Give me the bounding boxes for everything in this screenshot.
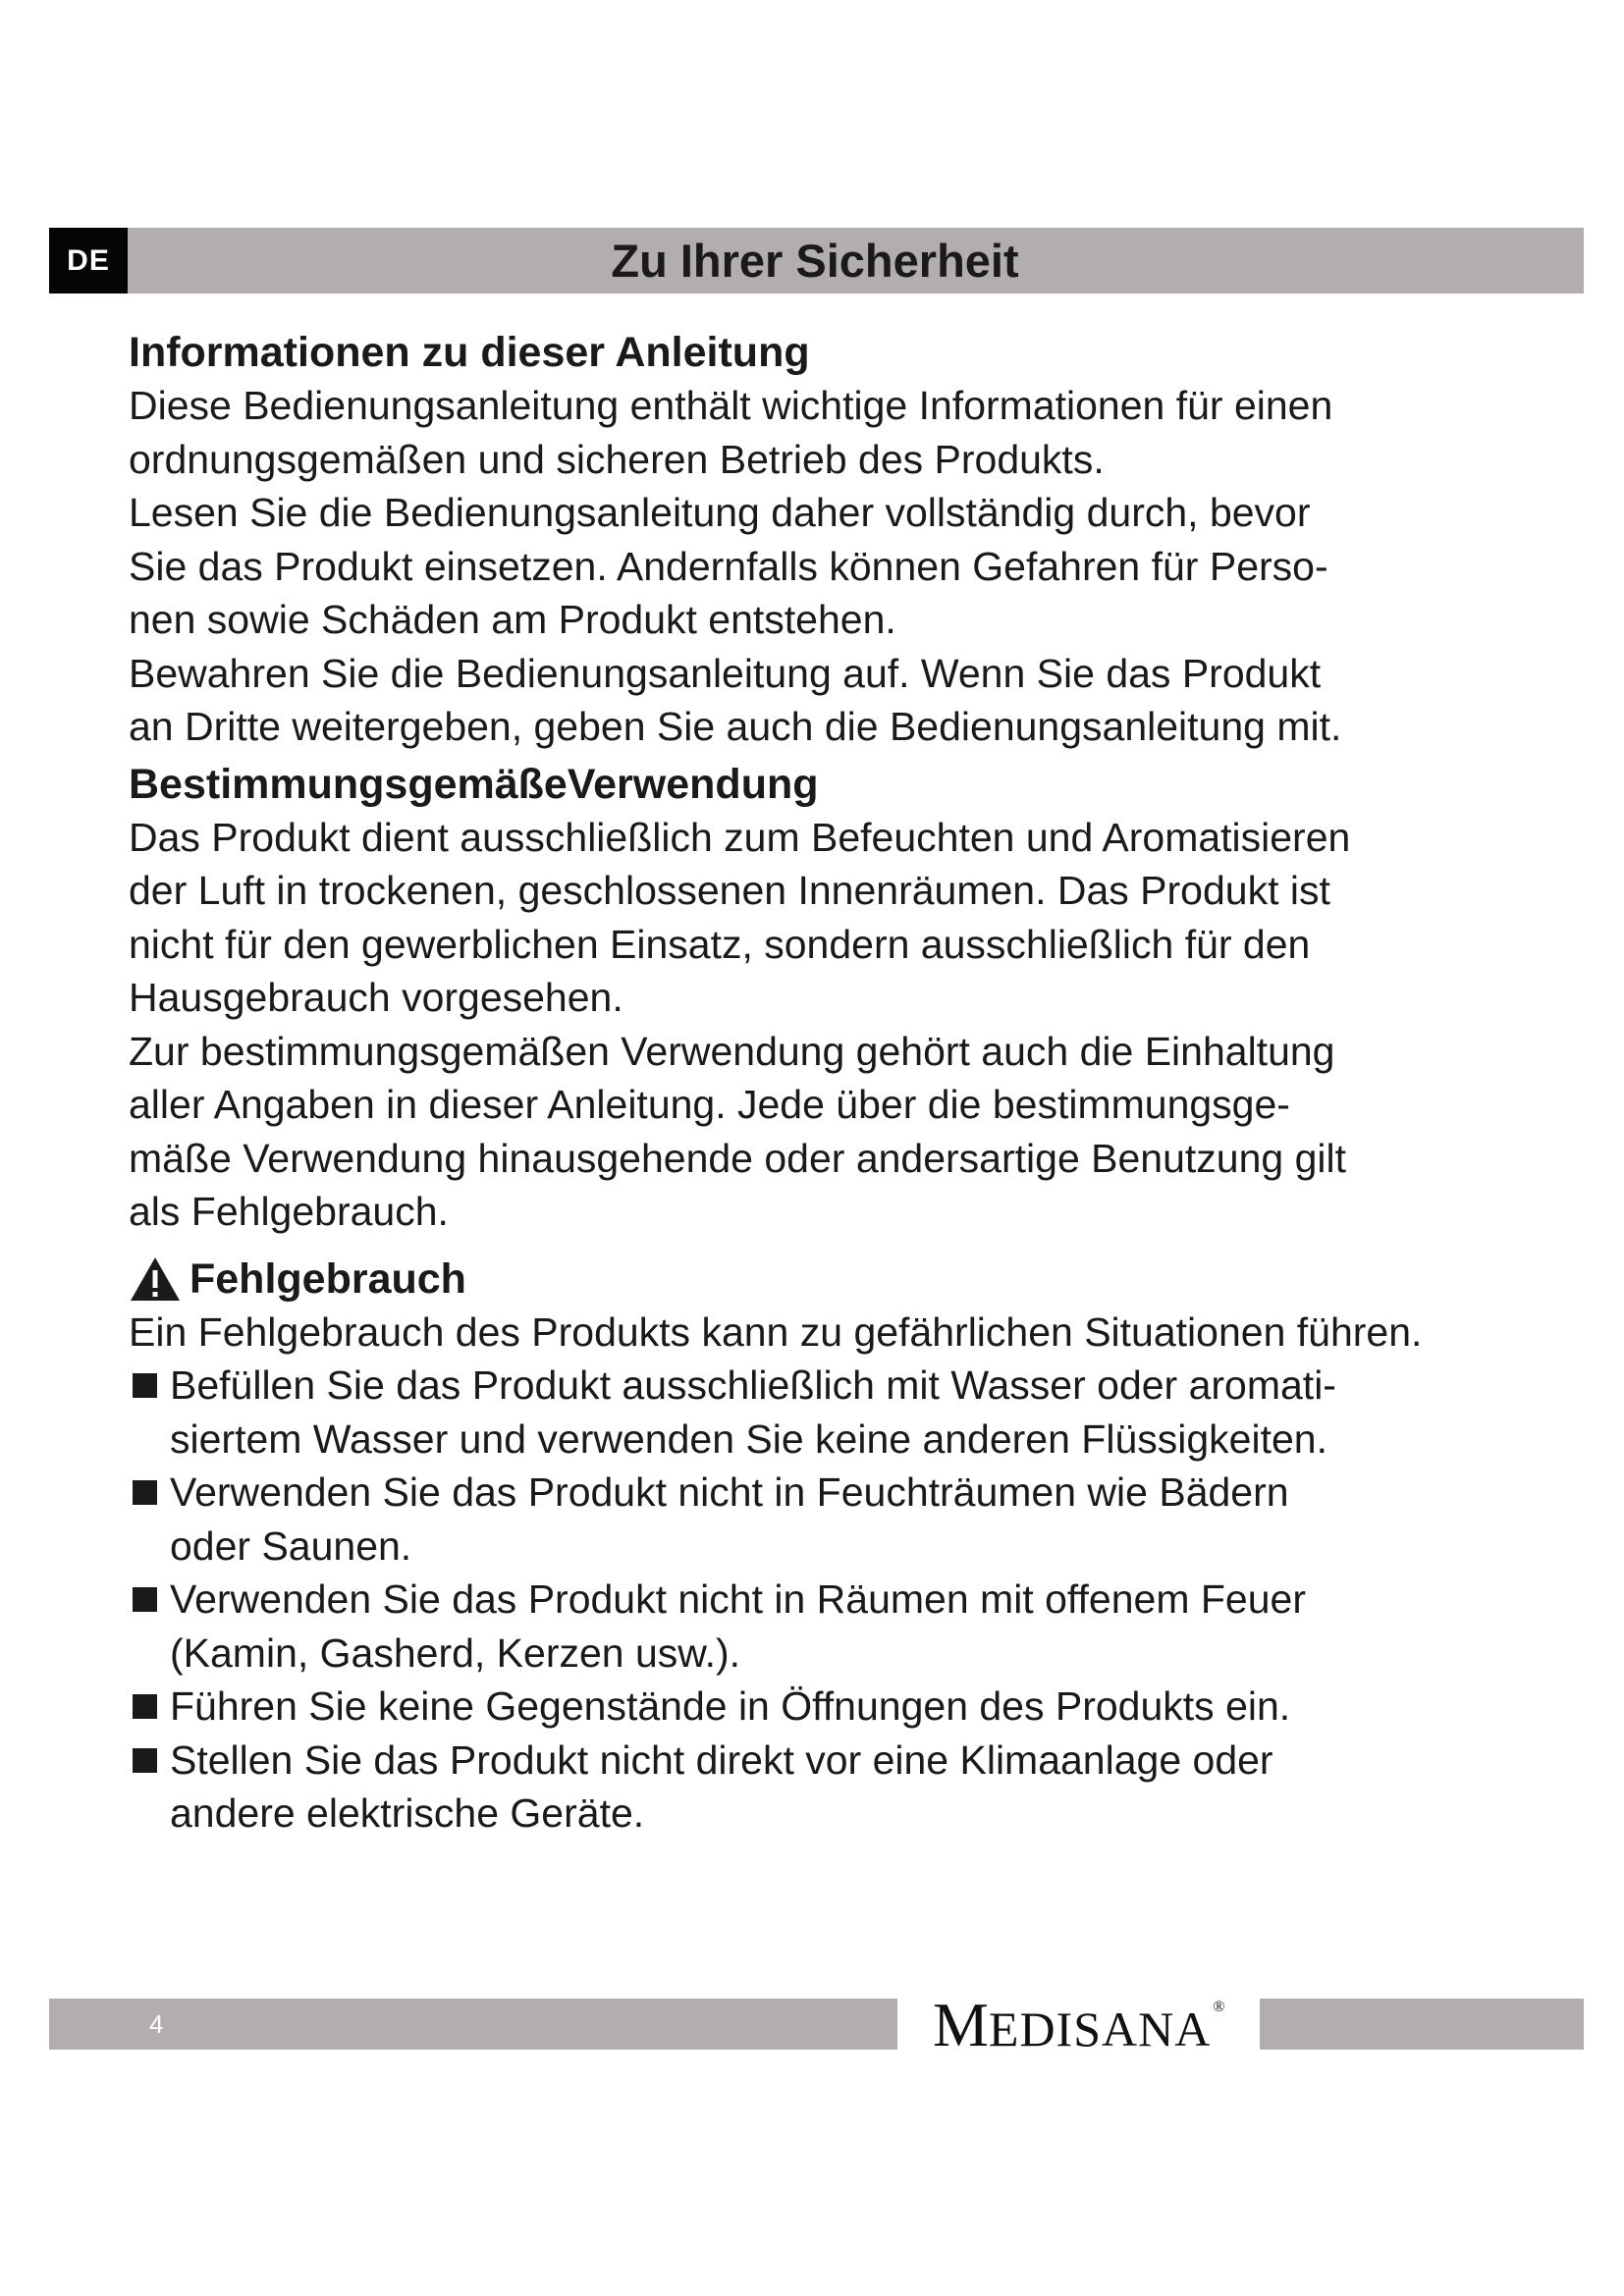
language-badge: DE	[49, 228, 128, 294]
footer-bar-left	[49, 1999, 897, 2050]
paragraph-line: Sie das Produkt einsetzen. Andernfalls können Gefahren für Perso-	[129, 543, 1328, 589]
list-item	[129, 1466, 1543, 1573]
paragraph-line: nen sowie Schäden am Produkt entstehen.	[129, 597, 896, 642]
paragraph-line: Das Produkt dient ausschließlich zum Befeuchten und Aromatisieren	[129, 814, 1351, 860]
paragraph-line: der Luft in trockenen, geschlossenen Innenräumen. Das Produkt ist	[129, 868, 1330, 913]
paragraph-line: ordnungsgemäßen und sicheren Betrieb des Produkts.	[129, 436, 1105, 482]
list-item-line: Stellen Sie das Produkt nicht direkt vor eine Klimaanlage oder	[170, 1736, 1273, 1783]
paragraph-line: nicht für den gewerblichen Einsatz, sondern ausschließlich für den	[129, 921, 1311, 967]
square-bullet-icon	[133, 1748, 157, 1773]
section-heading-info: Informationen zu dieser Anleitung	[129, 329, 810, 376]
square-bullet-icon	[133, 1480, 157, 1505]
list-item-line: siertem Wasser und verwenden Sie keine anderen Flüssigkeiten.	[170, 1415, 1327, 1462]
square-bullet-icon	[133, 1694, 157, 1719]
list-item-line: (Kamin, Gasherd, Kerzen usw.).	[170, 1629, 741, 1676]
list-item	[129, 1573, 1543, 1680]
paragraph-line: aller Angaben in dieser Anleitung. Jede über die bestimmungsge-	[129, 1082, 1290, 1127]
list-item-line: Führen Sie keine Gegenstände in Öffnungen des Produkts ein.	[170, 1683, 1291, 1729]
page-number: 4	[149, 2009, 164, 2039]
paragraph-line: als Fehlgebrauch.	[129, 1189, 449, 1234]
paragraph-line: mäße Verwendung hinausgehende oder andersartige Benutzung gilt	[129, 1135, 1346, 1181]
brand-logo-text: EDISANA	[988, 2002, 1212, 2056]
paragraph-line: Diese Bedienungsanleitung enthält wichtige Informationen für einen	[129, 383, 1333, 428]
list-item-line: andere elektrische Geräte.	[170, 1790, 645, 1836]
list-item-line: oder Saunen.	[170, 1522, 412, 1569]
misuse-list	[129, 1359, 1543, 1841]
paragraph-line: Bewahren Sie die Bedienungsanleitung auf. Wenn Sie das Produkt	[129, 650, 1322, 696]
list-item	[129, 1359, 1543, 1466]
section-heading-usage: BestimmungsgemäßeVerwendung	[129, 760, 819, 808]
misuse-intro: Ein Fehlgebrauch des Produkts kann zu gefährlichen Situationen führen.	[129, 1308, 1423, 1355]
misuse-heading-row	[129, 1253, 1543, 1306]
list-item-line: Verwenden Sie das Produkt nicht in Feuchträumen wie Bädern	[170, 1469, 1289, 1515]
warning-triangle-icon	[129, 1255, 182, 1303]
paragraph-line: an Dritte weitergeben, geben Sie auch die Bedienungsanleitung mit.	[129, 704, 1342, 749]
brand-logo	[933, 1991, 1225, 2059]
square-bullet-icon	[133, 1373, 157, 1398]
footer-bar-right	[1260, 1999, 1584, 2050]
brand-logo-initial: M	[933, 1990, 989, 2059]
paragraph-line: Zur bestimmungsgemäßen Verwendung gehört auch die Einhaltung	[129, 1028, 1335, 1074]
section-heading-misuse: Fehlgebrauch	[189, 1255, 466, 1303]
page-title: Zu Ihrer Sicherheit	[611, 235, 1019, 287]
list-item-line: Verwenden Sie das Produkt nicht in Räumen mit offenem Feuer	[170, 1576, 1306, 1622]
list-item	[129, 1734, 1543, 1841]
list-item-line: Befüllen Sie das Produkt ausschließlich mit Wasser oder aromati-	[170, 1362, 1336, 1408]
paragraph-line: Lesen Sie die Bedienungsanleitung daher vollständig durch, bevor	[129, 490, 1311, 535]
main-content	[129, 326, 1543, 1841]
square-bullet-icon	[133, 1587, 157, 1612]
registered-mark: ®	[1213, 1999, 1225, 2015]
list-item	[129, 1680, 1543, 1734]
paragraph-line: Hausgebrauch vorgesehen.	[129, 975, 623, 1020]
